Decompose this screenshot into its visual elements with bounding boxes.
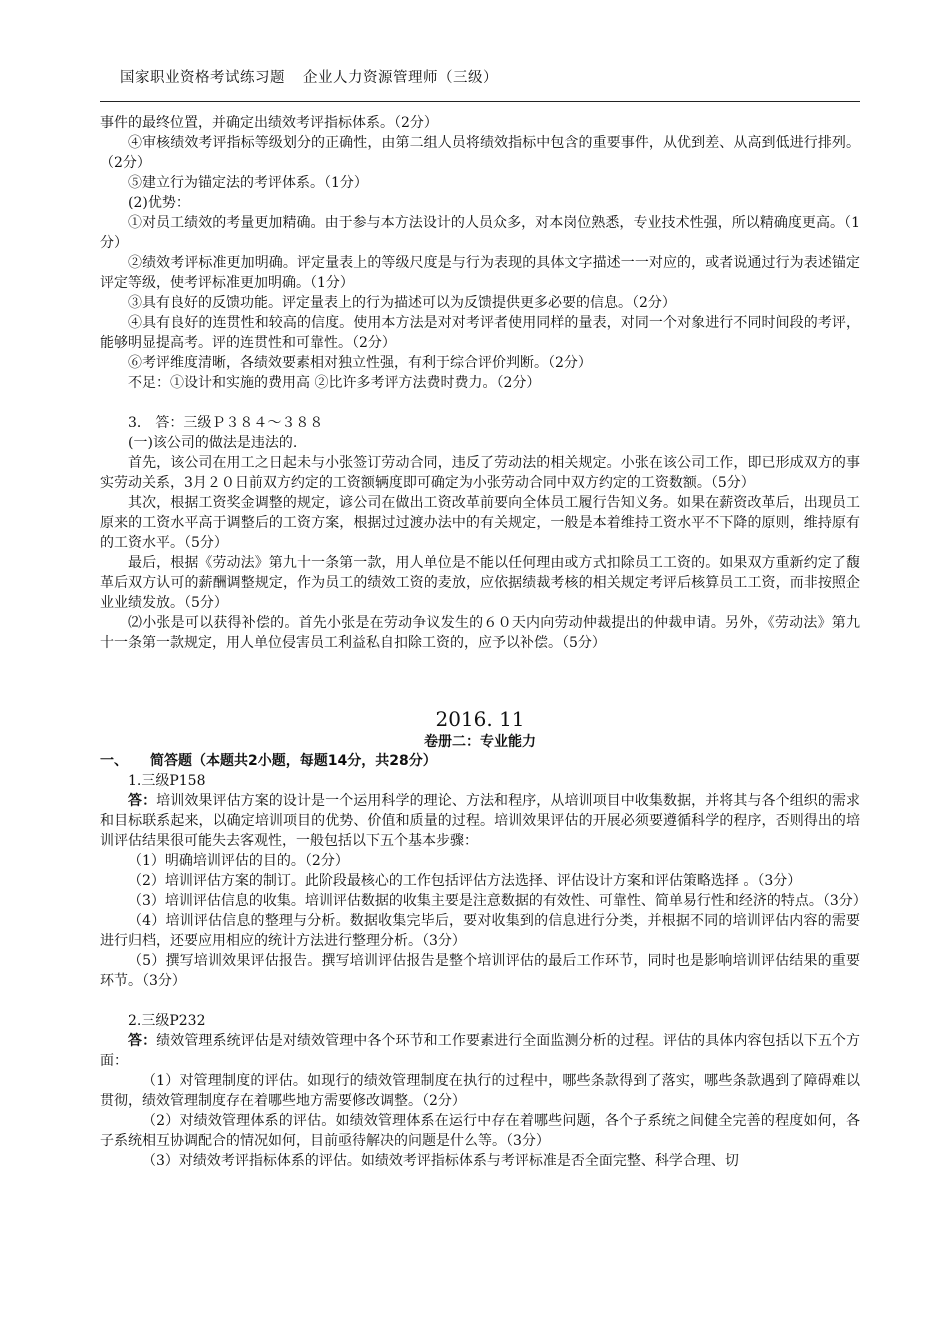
header-title-right: 企业人力资源管理师（三级） [303,70,498,86]
answer-paragraph [100,1031,860,1071]
header-title-left: 国家职业资格考试练习题 [120,70,285,86]
page-header [120,66,498,87]
section-title: 简答题（本题共2小题，每题14分，共28分） [150,753,437,769]
paragraph: 首先，该公司在用工之日起未与小张签订劳动合同，违反了劳动法的相关规定。小张在该公司工作，即已形成双方的事实劳动关系，3月２０日前双方约定的工资额辆度即可确定为小张劳动合同中双方约定的工资数额。（5分） [100,455,860,491]
paragraph: ②绩效考评标准更加明确。评定量表上的等级尺度是与行为表现的具体文字描述一一对应的，或者说通过行为表述锚定评定等级，使考评标准更加明确。（1分） [100,255,860,291]
paragraph: (一)该公司的做法是违法的. [128,435,298,451]
paragraph: ⑥考评维度清晰，各绩效要素相对独立性强，有利于综合评价判断。（2分） [128,355,592,371]
list-item: （3）对绩效考评指标体系的评估。如绩效考评指标体系与考评标准是否全面完整、科学合理、切 [142,1153,739,1169]
paragraph: ④具有良好的连贯性和较高的信度。使用本方法是对对考评者使用同样的量表，对同一个对象进行不同时间段的考评，能够明显提高考。评的连贯性和可靠性。（2分） [100,315,860,351]
list-item: （5）撰写培训效果评估报告。撰写培训评估报告是整个培训评估的最后工作环节，同时也是影响培训评估结果的重要环节。（3分） [100,953,860,989]
paragraph: ④审核绩效考评指标等级划分的正确性，由第二组人员将绩效指标中包含的重要事件，从优到差、从高到低进行排列。（2分） [100,135,860,171]
answer-label: 答： [128,793,157,809]
paragraph: ③具有良好的反馈功能。评定量表上的行为描述可以为反馈提供更多必要的信息。（2分） [128,295,676,311]
paragraph: ⑵小张是可以获得补偿的。首先小张是在劳动争议发生的６０天内向劳动仲裁提出的仲裁申请。另外，《劳动法》第九十一条第一款规定，用人单位侵害员工利益私自扣除工资的，应予以补偿。（5分） [100,615,860,651]
question-ref: 2.三级P232 [128,1013,206,1029]
paragraph: 其次，根据工资奖金调整的规定，谚公司在做出工资改革前要向全体员工履行告知义务。如果在薪资改革后，出现员工原来的工资水平高于调整后的工资方案，根据过过渡办法中的有关规定，一般是本着维持工资水平不下降的原则，维持原有的工资水平。（5分） [100,495,860,551]
paragraph: (2)优势： [128,195,190,211]
list-item: （3）培训评估信息的收集。培训评估数据的收集主要是注意数据的有效性、可靠性、简单易行性和经济的特点。（3分） [128,893,867,909]
list-item: （2）培训评估方案的制订。此阶段最核心的工作包括评估方法选择、评估设计方案和评估策略选择 。（3分） [128,873,802,889]
list-item: （1）对管理制度的评估。如现行的绩效管理制度在执行的过程中，哪些条款得到了落实，哪些条款遇到了障碍难以贯彻，绩效管理制度存在着哪些地方需要修改调整。（2分） [100,1073,860,1109]
paragraph: ⑤建立行为锚定法的考评体系。（1分） [128,175,368,191]
list-item: （2）对绩效管理体系的评估。如绩效管理体系在运行中存在着哪些问题，各个子系统之间健全完善的程度如何，各子系统相互协调配合的情况如何，目前亟待解决的问题是什么等。（3分） [100,1113,860,1149]
paragraph: 不足：①设计和实施的费用高 ②比许多考评方法费时费力。（2分） [128,375,541,391]
answer-label: 答： [128,1033,157,1049]
paragraph: ①对员工绩效的考量更加精确。由于参与本方法设计的人员众多，对本岗位熟悉，专业技术性强，所以精确度更高。（1分） [100,215,860,251]
header-rule [100,101,860,102]
list-item: （1）明确培训评估的目的。（2分） [128,853,349,869]
exam-year: 2016. 11 [435,707,525,731]
section-number: 一、 [100,753,128,769]
answer-heading: 3． 答：三级Ｐ３８４～３８８ [128,415,324,431]
document-body [100,113,867,1171]
answer-text: 培训效果评估方案的设计是一个运用科学的理论、方法和程序，从培训项目中收集数据，并将其与各个组织的需求和目标联系起来，以确定培训项目的优势、价值和质量的过程。培训效果评估的开展必须要遵循科学的程序，否则得出的培训评估结果很可能失去客观性，一般包括以下五个基本步骤： [100,793,861,849]
paragraph: 事件的最终位置，并确定出绩效考评指标体系。（2分） [100,115,438,131]
exam-volume-title: 卷册二：专业能力 [424,734,536,750]
question-ref: 1.三级P158 [128,773,206,789]
section-heading [100,751,860,771]
answer-paragraph [100,791,860,851]
paragraph: 最后，根据《劳动法》第九十一条第一款，用人单位是不能以任何理由或方式扣除员工工资的。如果双方重新约定了馥革后双方认可的薪酬调整规定，作为员工的绩效工资的麦放，应依据绩裁考核的相关规定考评后核算员工工资，而非按照企业业绩发放。（5分） [100,555,860,611]
list-item: （4）培训评估信息的整理与分析。数据收集完毕后，要对收集到的信息进行分类，并根据不同的培训评估内容的需要进行归档，还要应用相应的统计方法进行整理分析。（3分） [100,913,860,949]
answer-text: 绩效管理系统评估是对绩效管理中各个环节和工作要素进行全面监测分析的过程。评估的具体内容包括以下五个方面： [100,1033,861,1069]
